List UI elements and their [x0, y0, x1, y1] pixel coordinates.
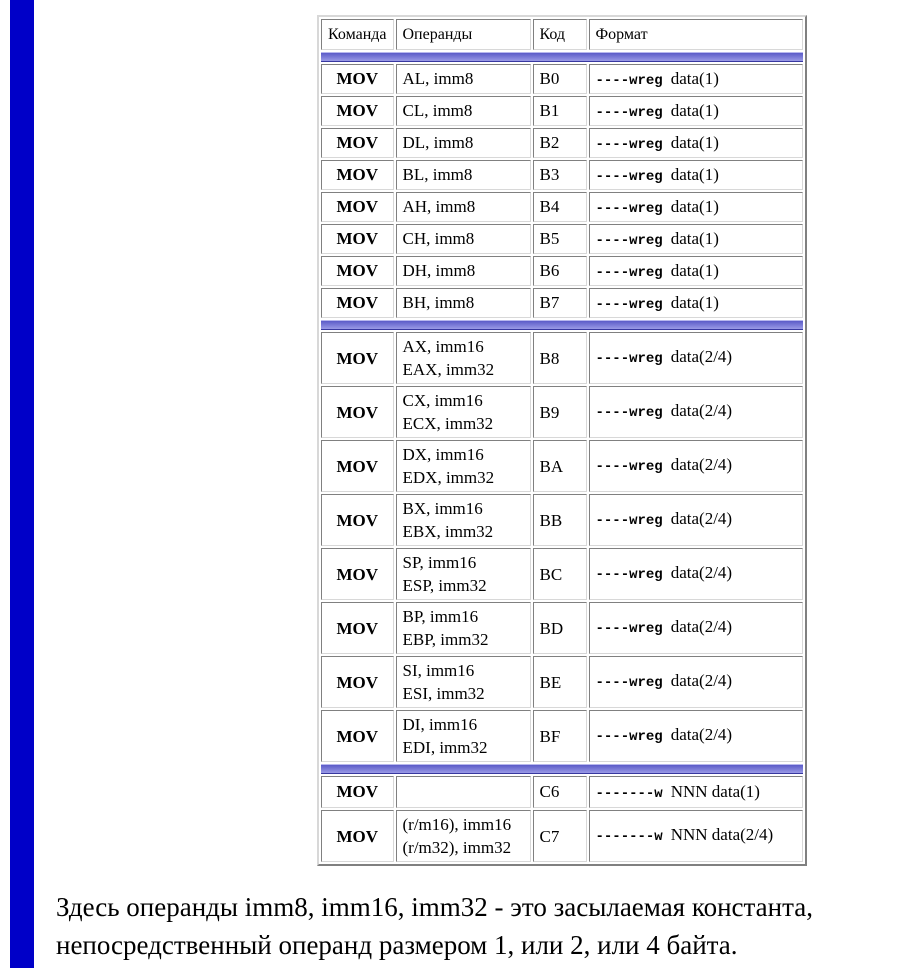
code-cell: B8 — [533, 332, 587, 384]
format-data: data(2/4) — [670, 401, 733, 420]
command-cell: MOV — [321, 440, 394, 492]
format-data: data(2/4) — [670, 509, 733, 528]
format-cell — [589, 288, 804, 318]
table-row — [321, 224, 803, 254]
code-cell: B1 — [533, 96, 587, 126]
operand-line-1: BP, imm16 — [402, 607, 479, 626]
table-row — [321, 602, 803, 654]
code-cell: BD — [533, 602, 587, 654]
format-bits: ----wreg — [595, 105, 663, 121]
format-data: data(1) — [670, 293, 719, 312]
format-cell — [589, 96, 804, 126]
operand-line-2: ECX, imm32 — [402, 414, 494, 433]
format-bits: ----wreg — [595, 201, 663, 217]
header-code: Код — [533, 19, 587, 50]
code-cell: B0 — [533, 64, 587, 94]
table-row — [321, 776, 803, 808]
operands-cell — [396, 332, 531, 384]
operand-line-2: ESP, imm32 — [402, 576, 487, 595]
operand-line-1: BX, imm16 — [402, 499, 483, 518]
format-bits: ----wreg — [595, 297, 663, 313]
operand-line-2: EDX, imm32 — [402, 468, 495, 487]
operand-line-2: (r/m32), imm32 — [402, 838, 512, 857]
table-row — [321, 128, 803, 158]
operands-cell — [396, 656, 531, 708]
operands-cell: CL, imm8 — [396, 96, 531, 126]
format-cell — [589, 440, 804, 492]
format-bits: ----wreg — [595, 169, 663, 185]
operands-cell: BL, imm8 — [396, 160, 531, 190]
group-separator — [321, 764, 803, 774]
operand-line-1: SP, imm16 — [402, 553, 477, 572]
format-data: NNN data(2/4) — [670, 825, 774, 844]
format-bits: ----wreg — [595, 621, 663, 637]
operands-cell — [396, 494, 531, 546]
command-cell: MOV — [321, 256, 394, 286]
table-row — [321, 810, 803, 862]
format-bits: ----wreg — [595, 567, 663, 583]
header-format: Формат — [589, 19, 804, 50]
format-data: data(1) — [670, 165, 719, 184]
group-separator — [321, 52, 803, 62]
explanation-line-1: Здесь операнды imm8, imm16, imm32 - это засылаемая константа, — [56, 892, 813, 922]
format-cell — [589, 710, 804, 762]
explanation-text — [56, 888, 896, 964]
command-cell: MOV — [321, 192, 394, 222]
format-bits: -------w — [595, 829, 663, 845]
format-data: data(2/4) — [670, 347, 733, 366]
command-cell: MOV — [321, 386, 394, 438]
operand-line-1: (r/m16), imm16 — [402, 815, 512, 834]
format-data: data(1) — [670, 69, 719, 88]
format-data: data(1) — [670, 133, 719, 152]
format-bits: ----wreg — [595, 233, 663, 249]
format-cell — [589, 386, 804, 438]
format-bits: ----wreg — [595, 675, 663, 691]
operands-cell — [396, 810, 531, 862]
format-cell — [589, 160, 804, 190]
code-cell: B4 — [533, 192, 587, 222]
table-row — [321, 656, 803, 708]
command-cell: MOV — [321, 224, 394, 254]
command-cell: MOV — [321, 656, 394, 708]
format-cell — [589, 810, 804, 862]
code-cell: B5 — [533, 224, 587, 254]
command-cell: MOV — [321, 494, 394, 546]
table-row — [321, 192, 803, 222]
code-cell: B9 — [533, 386, 587, 438]
format-cell — [589, 192, 804, 222]
operands-cell — [396, 548, 531, 600]
format-cell — [589, 128, 804, 158]
table-row — [321, 494, 803, 546]
format-data: data(2/4) — [670, 617, 733, 636]
operand-line-2: EAX, imm32 — [402, 360, 495, 379]
separator-bar — [321, 764, 803, 774]
format-cell — [589, 224, 804, 254]
command-cell: MOV — [321, 128, 394, 158]
explanation-line-2: непосредственный операнд размером 1, или 2, или 4 байта. — [56, 930, 738, 960]
group-separator — [321, 320, 803, 330]
format-cell — [589, 548, 804, 600]
operand-line-2: EBX, imm32 — [402, 522, 494, 541]
operand-line-2: EBP, imm32 — [402, 630, 489, 649]
table-row — [321, 160, 803, 190]
operands-cell — [396, 386, 531, 438]
format-bits: ----wreg — [595, 265, 663, 281]
mov-opcode-table — [317, 15, 807, 866]
operand-line-1: SI, imm16 — [402, 661, 475, 680]
format-bits: ----wreg — [595, 405, 663, 421]
operands-cell: AL, imm8 — [396, 64, 531, 94]
code-cell: B3 — [533, 160, 587, 190]
format-bits: ----wreg — [595, 513, 663, 529]
command-cell: MOV — [321, 548, 394, 600]
operand-line-1: DX, imm16 — [402, 445, 484, 464]
command-cell: MOV — [321, 602, 394, 654]
separator-bar — [321, 52, 803, 62]
code-cell: B2 — [533, 128, 587, 158]
operands-cell — [396, 776, 531, 808]
format-bits: ----wreg — [595, 137, 663, 153]
format-bits: ----wreg — [595, 729, 663, 745]
operand-line-1: CX, imm16 — [402, 391, 483, 410]
command-cell: MOV — [321, 776, 394, 808]
code-cell: BB — [533, 494, 587, 546]
format-data: data(1) — [670, 261, 719, 280]
format-cell — [589, 494, 804, 546]
table-row — [321, 710, 803, 762]
operands-cell: DH, imm8 — [396, 256, 531, 286]
format-data: data(1) — [670, 229, 719, 248]
format-cell — [589, 602, 804, 654]
table-row — [321, 256, 803, 286]
code-cell: B6 — [533, 256, 587, 286]
command-cell: MOV — [321, 288, 394, 318]
code-cell: C6 — [533, 776, 587, 808]
operands-cell: AH, imm8 — [396, 192, 531, 222]
format-cell — [589, 776, 804, 808]
code-cell: BF — [533, 710, 587, 762]
operand-line-1: AX, imm16 — [402, 337, 484, 356]
format-data: data(2/4) — [670, 563, 733, 582]
code-cell: BE — [533, 656, 587, 708]
operand-line-1: DI, imm16 — [402, 715, 478, 734]
command-cell: MOV — [321, 710, 394, 762]
table-row — [321, 288, 803, 318]
format-data: data(1) — [670, 101, 719, 120]
operands-cell: CH, imm8 — [396, 224, 531, 254]
format-cell — [589, 64, 804, 94]
table-row — [321, 440, 803, 492]
table-row — [321, 548, 803, 600]
operands-cell: DL, imm8 — [396, 128, 531, 158]
format-bits: ----wreg — [595, 351, 663, 367]
header-operands: Операнды — [396, 19, 531, 50]
operands-cell — [396, 710, 531, 762]
format-data: data(2/4) — [670, 671, 733, 690]
operand-line-2: ESI, imm32 — [402, 684, 485, 703]
format-cell — [589, 656, 804, 708]
operands-cell — [396, 440, 531, 492]
table-row — [321, 332, 803, 384]
command-cell: MOV — [321, 810, 394, 862]
format-bits: ----wreg — [595, 73, 663, 89]
operands-cell: BH, imm8 — [396, 288, 531, 318]
code-cell: BA — [533, 440, 587, 492]
command-cell: MOV — [321, 332, 394, 384]
operands-cell — [396, 602, 531, 654]
command-cell: MOV — [321, 96, 394, 126]
format-cell — [589, 332, 804, 384]
code-cell: BC — [533, 548, 587, 600]
format-bits: -------w — [595, 786, 663, 802]
left-accent-bar — [10, 0, 34, 968]
format-data: data(1) — [670, 197, 719, 216]
header-command: Команда — [321, 19, 394, 50]
format-cell — [589, 256, 804, 286]
separator-bar — [321, 320, 803, 330]
table-row — [321, 96, 803, 126]
table-header-row — [321, 19, 803, 50]
table-row — [321, 64, 803, 94]
code-cell: C7 — [533, 810, 587, 862]
command-cell: MOV — [321, 160, 394, 190]
format-data: data(2/4) — [670, 455, 733, 474]
format-data: NNN data(1) — [670, 782, 760, 801]
table-row — [321, 386, 803, 438]
operand-line-2: EDI, imm32 — [402, 738, 488, 757]
code-cell: B7 — [533, 288, 587, 318]
format-data: data(2/4) — [670, 725, 733, 744]
format-bits: ----wreg — [595, 459, 663, 475]
command-cell: MOV — [321, 64, 394, 94]
